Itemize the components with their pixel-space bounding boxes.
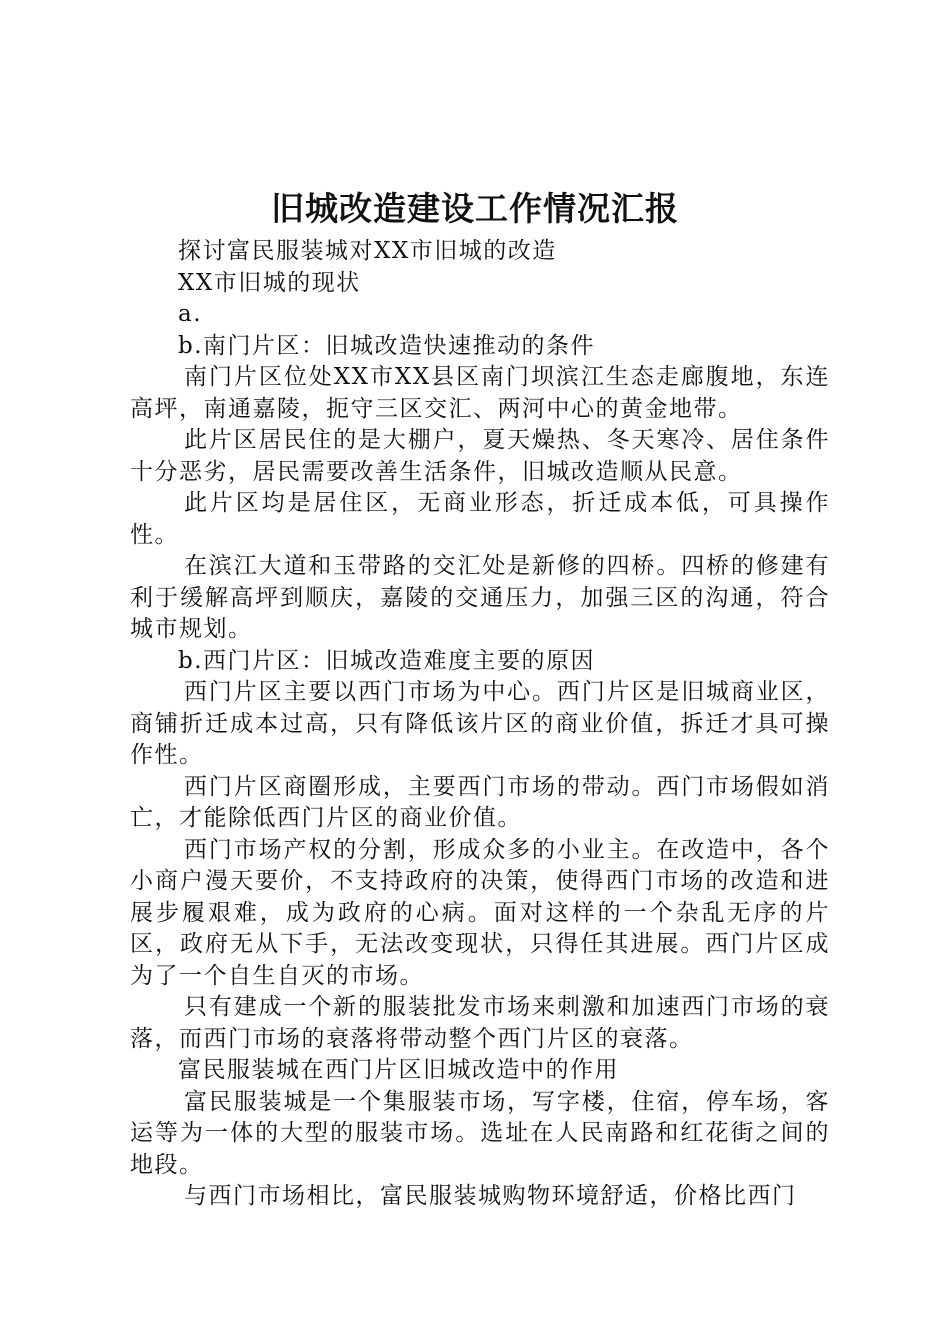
paragraph: 在滨江大道和玉带路的交汇处是新修的四桥。四桥的修建有利于缓解高坪到顺庆，嘉陵的交通压力，加强三区的沟通，符合城市规划。: [130, 553, 830, 642]
paragraph: 与西门市场相比，富民服装城购物环境舒适，价格比西门: [184, 1183, 797, 1209]
paragraph: 南门片区位处XX市XX县区南门坝滨江生态走廊腹地，东连高坪，南通嘉陵，扼守三区交汇、两河中心的黄金地带。: [130, 364, 830, 422]
paragraph: 西门片区商圈形成，主要西门市场的带动。西门市场假如消亡，才能除低西门片区的商业价值。: [130, 773, 830, 831]
paragraph: 此片区居民住的是大棚户，夏天燥热、冬天寒冷、居住条件十分恶劣，居民需要改善生活条件，旧城改造顺从民意。: [130, 427, 830, 485]
subsection-heading-west-gate: b.西门片区：旧城改造难度主要的原因: [178, 647, 596, 674]
paragraph: 富民服装城是一个集服装市场，写字楼，住宿，停车场，客运等为一体的大型的服装市场。选址在人民南路和红花街之间的地段。: [130, 1088, 830, 1178]
paragraph: 此片区均是居住区，无商业形态，折迁成本低，可具操作性。: [130, 490, 830, 548]
paragraph: 西门片区主要以西门市场为中心。西门片区是旧城商业区，商铺折迁成本过高，只有降低该片区的商业价值，拆迁才具可操作性。: [130, 679, 830, 768]
paragraph: 只有建成一个新的服装批发市场来刺激和加速西门市场的衰落，而西门市场的衰落将带动整个西门片区的衰落。: [130, 994, 830, 1052]
subsection-heading-fumin: 富民服装城在西门片区旧城改造中的作用: [178, 1057, 619, 1083]
list-marker-a: a.: [178, 301, 203, 327]
section-heading: XX市旧城的现状: [178, 269, 361, 296]
document-title: 旧城改造建设工作情况汇报: [271, 189, 679, 228]
paragraph: 西门市场产权的分割，形成众多的小业主。在改造中，各个小商户漫天要价，不支持政府的决策，使得西门市场的改造和进展步履艰难，成为政府的心病。面对这样的一个杂乱无序的片区，政府无从下手，无法改变现状，只得任其进展。西门片区成为了一个自生自灭的市场。: [130, 836, 830, 989]
subtitle-line: 探讨富民服装城对XX市旧城的改造: [178, 238, 557, 264]
subsection-heading-south-gate: b.南门片区：旧城改造快速推动的条件: [178, 332, 596, 359]
document-body: [130, 236, 830, 1213]
